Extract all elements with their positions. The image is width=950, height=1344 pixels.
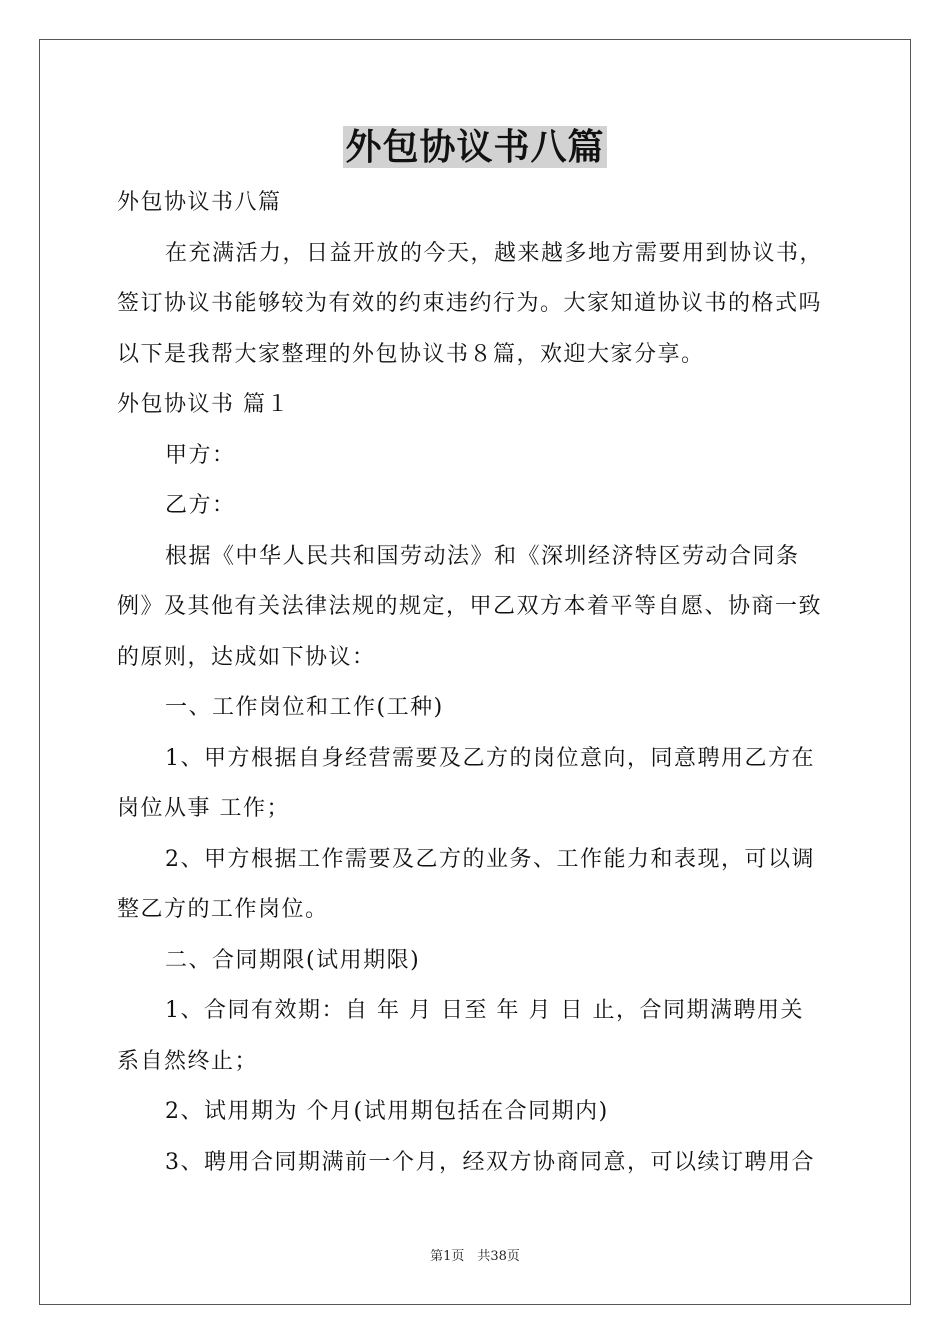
text-line: 一、工作岗位和工作(工种) (165, 695, 444, 720)
text-line: 乙方： (165, 493, 236, 518)
text-line: 岗位从事 工作； (117, 796, 290, 821)
title-container (0, 126, 950, 168)
text-line: 系自然终止； (117, 1048, 259, 1074)
text-line: 甲方： (165, 442, 236, 468)
text-line: 根据《中华人民共和国劳动法》和《深圳经济特区劳动合同条 (165, 543, 800, 569)
text-line: 签订协议书能够较为有效的约束违约行为。大家知道协议书的格式吗 (117, 291, 823, 316)
text-line: 1、甲方根据自身经营需要及乙方的岗位意向，同意聘用乙方在 (165, 745, 815, 771)
text-line: 以下是我帮大家整理的外包协议书８篇，欢迎大家分享。 (117, 341, 705, 367)
text-line: 外包协议书 篇１ (117, 392, 290, 417)
text-line: 在充满活力，日益开放的今天，越来越多地方需要用到协议书， (165, 240, 824, 266)
text-line: 例》及其他有关法律法规的规定，甲乙双方本着平等自愿、协商一致 (117, 594, 823, 619)
text-line: 2、甲方根据工作需要及乙方的业务、工作能力和表现，可以调 (165, 846, 815, 872)
text-line: 外包协议书八篇 (117, 190, 282, 215)
document-title: 外包协议书八篇 (345, 126, 605, 168)
text-line: 二、合同期限(试用期限) (165, 947, 421, 973)
page-footer: 第1页 共38页 (430, 1249, 520, 1264)
text-line: 2、试用期为 个月(试用期包括在合同期内) (165, 1099, 609, 1124)
text-line: 3、聘用合同期满前一个月，经双方协商同意，可以续订聘用合 (165, 1149, 815, 1175)
document-body (117, 178, 835, 1188)
text-line: 的原则，达成如下协议： (117, 644, 376, 670)
text-line: 1、合同有效期：自 年 月 日至 年 月 日 止，合同期满聘用关 (165, 998, 804, 1023)
text-line: 整乙方的工作岗位。 (117, 897, 329, 922)
